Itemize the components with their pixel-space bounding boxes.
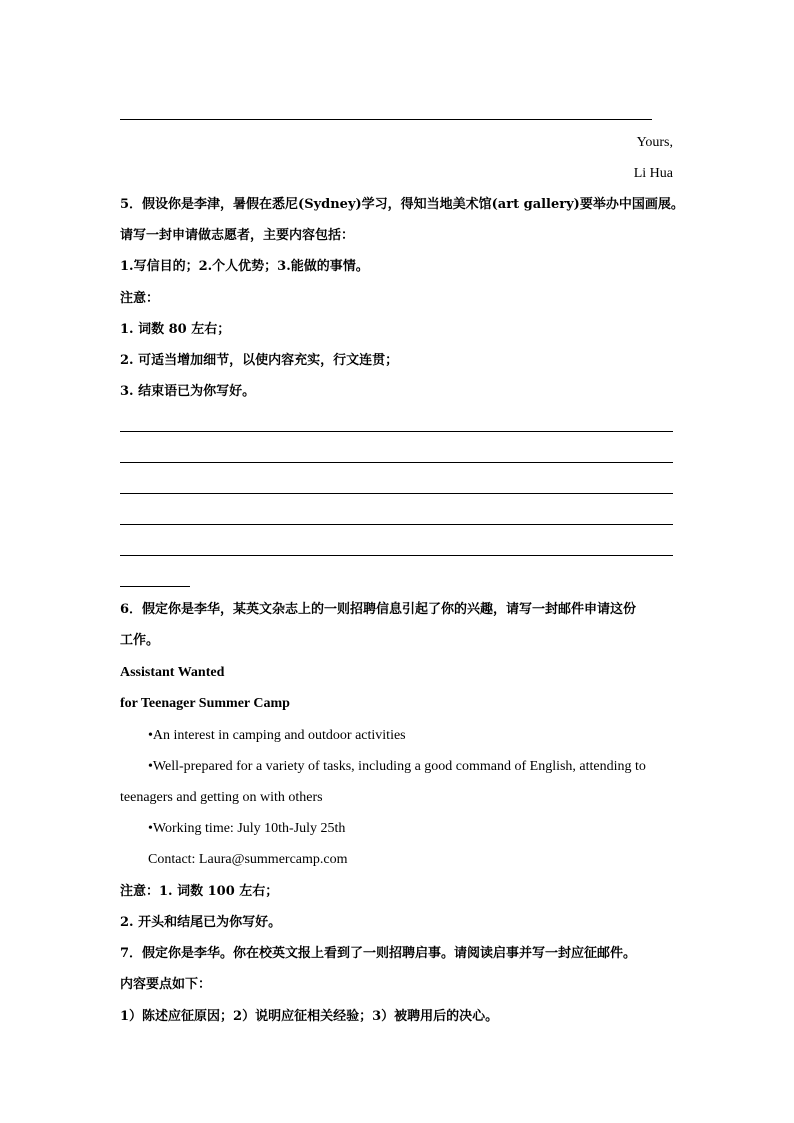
q5-note-2: 2. 可适当增加细节，以使内容充实，行文连贯；	[120, 353, 399, 368]
answer-line-6	[120, 586, 190, 587]
closing-name: Li Hua	[633, 166, 673, 181]
q6-note-2: 2. 开头和结尾已为你写好。	[120, 915, 282, 930]
q5-note-3: 3. 结束语已为你写好。	[120, 384, 256, 399]
q6-ad-title: Assistant Wanted	[120, 665, 225, 680]
q5-line3: 1.写信目的；2.个人优势；3.能做的事情。	[120, 259, 369, 274]
q7-line1: 7．假定你是李华。你在校英文报上看到了一则招聘启事。请阅读启事并写一封应征邮件。	[120, 946, 637, 961]
closing-yours: Yours,	[636, 135, 673, 150]
answer-line-2	[120, 462, 673, 463]
q6-contact: Contact: Laura@summercamp.com	[148, 852, 348, 867]
q7-line3: 1）陈述应征原因；2）说明应征相关经验；3）被聘用后的决心。	[120, 1009, 499, 1024]
q6-ad-subtitle: for Teenager Summer Camp	[120, 696, 290, 711]
answer-line-4	[120, 524, 673, 525]
q6-bullet-2a: •Well-prepared for a variety of tasks, including a good command of English, attending to	[148, 759, 646, 774]
q5-line2: 请写一封申请做志愿者，主要内容包括：	[120, 228, 355, 243]
q6-line2: 工作。	[120, 633, 160, 648]
q6-line1: 6．假定你是李华，某英文杂志上的一则招聘信息引起了你的兴趣，请写一封邮件申请这份	[120, 602, 637, 617]
q6-note-1: 注意：1. 词数 100 左右；	[120, 884, 279, 899]
q5-line1: 5．假设你是李津，暑假在悉尼(Sydney)学习，得知当地美术馆(art gallery)要举办中国画展。	[120, 197, 684, 212]
q6-bullet-1: •An interest in camping and outdoor activities	[148, 728, 406, 743]
q6-bullet-3: •Working time: July 10th-July 25th	[148, 821, 346, 836]
q7-line2: 内容要点如下：	[120, 977, 212, 992]
q6-bullet-2b: teenagers and getting on with others	[120, 790, 323, 805]
q5-note-label: 注意：	[120, 291, 160, 306]
answer-line-3	[120, 493, 673, 494]
answer-line-5	[120, 555, 673, 556]
writing-line	[120, 119, 652, 120]
answer-line-1	[120, 431, 673, 432]
q5-note-1: 1. 词数 80 左右；	[120, 322, 231, 337]
